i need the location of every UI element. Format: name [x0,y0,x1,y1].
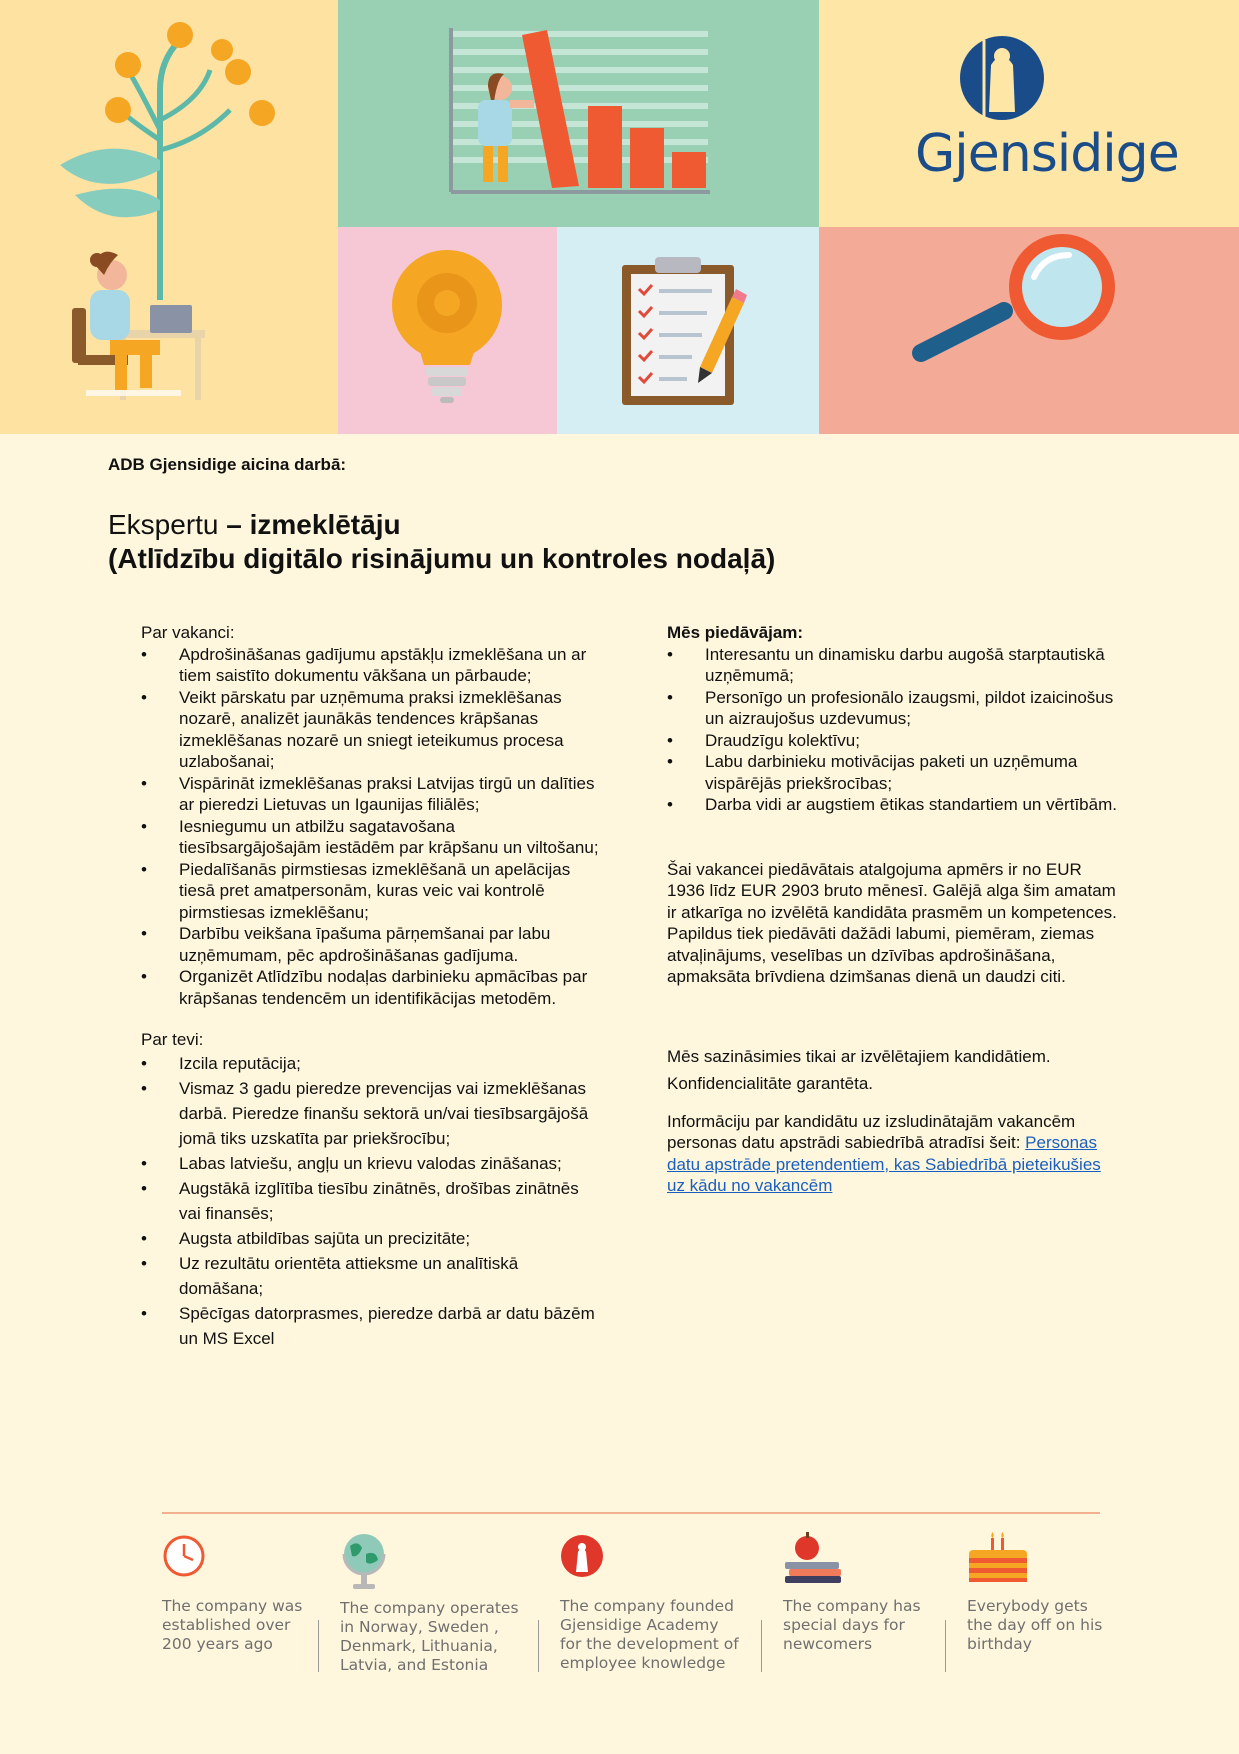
you-heading: Par tevi: [141,1030,204,1049]
vacancy-heading: Par vakanci: [141,623,235,642]
list-item: • Labas latviešu, angļu un krievu valodas zināšanas; [141,1151,601,1176]
footer-item-academy [560,1532,739,1673]
logo-text: Gjensidige [915,124,1179,184]
clock-icon [162,1532,208,1578]
list-item: • Darba vidi ar augstiem ētikas standartiem un vērtībām. [667,794,1117,816]
offer-list [667,644,1117,816]
header-banner [0,0,1239,434]
list-item: • Veikt pārskatu par uzņēmuma praksi izmeklēšanas nozarē, analizēt jaunākās tendences krāpšanas izmeklēšanas nozarē un sniegt ieteikumus procesa uzlabošanai; [141,687,601,773]
left-column [141,622,601,1351]
list-item: • Organizēt Atlīdzību nodaļas darbinieku apmācības par krāpšanas tendencēm un identifikācijas metodēm. [141,966,601,1009]
list-item: • Piedalīšanās pirmstiesas izmeklēšanā un apelācijas tiesā pret amatpersonām, kuras veic vai kontrolē pirmstiesas izmeklēšanu; [141,859,601,924]
gjensidige-badge-icon [560,1532,606,1578]
list-item: • Draudzīgu kolektīvu; [667,730,1117,752]
privacy-text: Informāciju par kandidātu uz izsludinātajām vakancēm personas datu apstrādi sabiedrībā atradīsi šeit: [667,1111,1076,1152]
privacy-link[interactable]: Personas datu apstrāde pretendentiem, kas Sabiedrībā pieteikušies uz kādu no vakancēm [667,1133,1101,1195]
list-item: • Izcila reputācija; [141,1051,601,1076]
footer-text: The company operates in Norway, Sweden , Denmark, Lithuania, Latvia, and Estonia [340,1599,519,1674]
plant-illustration [0,0,338,434]
footer-item-countries [340,1532,519,1675]
footer-text: The company was established over 200 years ago [162,1597,303,1653]
clipboard-illustration [557,227,819,434]
you-list [141,1051,601,1351]
list-item: • Vispārināt izmeklēšanas praksi Latvijas tirgū un dalīties ar pieredzi Lietuvas un Igaunijas filiālēs; [141,773,601,816]
page-title [108,508,775,576]
contact-text: Mēs sazināsimies tikai ar izvēlētajiem kandidātiem. [667,1046,1051,1066]
footer-text: The company founded Gjensidige Academy for the development of employee knowledge [560,1597,739,1672]
privacy-paragraph [667,1111,1117,1197]
list-item: • Vismaz 3 gadu pieredze prevencijas vai izmeklēšanas darbā. Pieredze finanšu sektorā un/vai tiesībsargājošā jomā tiks uzskatīta par priekšrocību; [141,1076,601,1151]
title-position: Ekspertu [108,509,219,540]
footer-divider [162,1512,1100,1514]
birthday-cake-icon [967,1532,1029,1588]
right-column [667,622,1117,1197]
list-item: • Augstākā izglītība tiesību zinātnēs, drošības zinātnēs vai finansēs; [141,1176,601,1226]
list-item: • Augsta atbildības sajūta un precizitāte; [141,1226,601,1251]
list-item: • Interesantu un dinamisku darbu augošā starptautiskā uzņēmumā; [667,644,1117,687]
salary-text: Šai vakancei piedāvātais atalgojuma apmērs ir no EUR 1936 līdz EUR 2903 bruto mēnesī. Galējā alga šim amatam ir atkarīga no izvēlētā kandidāta prasmēm un kompetences. Papildus tiek piedāvāti dažādi labumi, piemēram, ziemas atvaļinājums, veselības un dzīvības apdrošināšana, apmaksāta brīvdiena dzimšanas dienā un daudzi citi. [667,859,1117,986]
list-item: • Uz rezultātu orientēta attieksme un analītiskā domāšana; [141,1251,601,1301]
footer-item-newcomers [783,1532,921,1654]
footer-separator [318,1620,319,1672]
list-item: • Spēcīgas datorprasmes, pieredze darbā ar datu bāzēm un MS Excel [141,1301,601,1351]
vacancy-list [141,644,601,1010]
list-item: • Labu darbinieku motivācijas paketi un uzņēmuma vispārējās priekšrocības; [667,751,1117,794]
title-role: – izmeklētāju [218,509,401,540]
bar-chart-illustration [338,0,819,227]
list-item: • Iesniegumu un atbilžu sagatavošana tiesībsargājošajām iestādēm par krāpšanu un viltošanu; [141,816,601,859]
footer-item-birthday [967,1532,1102,1654]
confidentiality-text: Konfidencialitāte garantēta. [667,1073,874,1093]
footer-item-history [162,1532,302,1654]
list-item: • Personīgo un profesionālo izaugsmi, pildot izaicinošus un aizraujošus uzdevumus; [667,687,1117,730]
footer-text: The company has special days for newcomers [783,1597,921,1653]
books-apple-icon [783,1532,845,1588]
footer-separator [761,1620,762,1672]
lightbulb-illustration [338,227,557,434]
list-item: • Darbību veikšana īpašuma pārņemšanai par labu uzņēmumam, pēc apdrošināšanas gadījuma. [141,923,601,966]
list-item: • Apdrošināšanas gadījumu apstākļu izmeklēšana un ar tiem saistīto dokumentu vākšana un pārbaude; [141,644,601,687]
globe-icon [340,1532,388,1592]
offer-heading: Mēs piedāvājam: [667,623,804,642]
footer-separator [945,1620,946,1672]
footer-separator [538,1620,539,1672]
intro-text: ADB Gjensidige aicina darbā: [108,455,347,474]
logo-area [819,0,1239,227]
title-department: (Atlīdzību digitālo risinājumu un kontroles nodaļā) [108,543,776,574]
magnifier-illustration [819,227,1239,434]
footer-text: Everybody gets the day off on his birthday [967,1597,1103,1653]
